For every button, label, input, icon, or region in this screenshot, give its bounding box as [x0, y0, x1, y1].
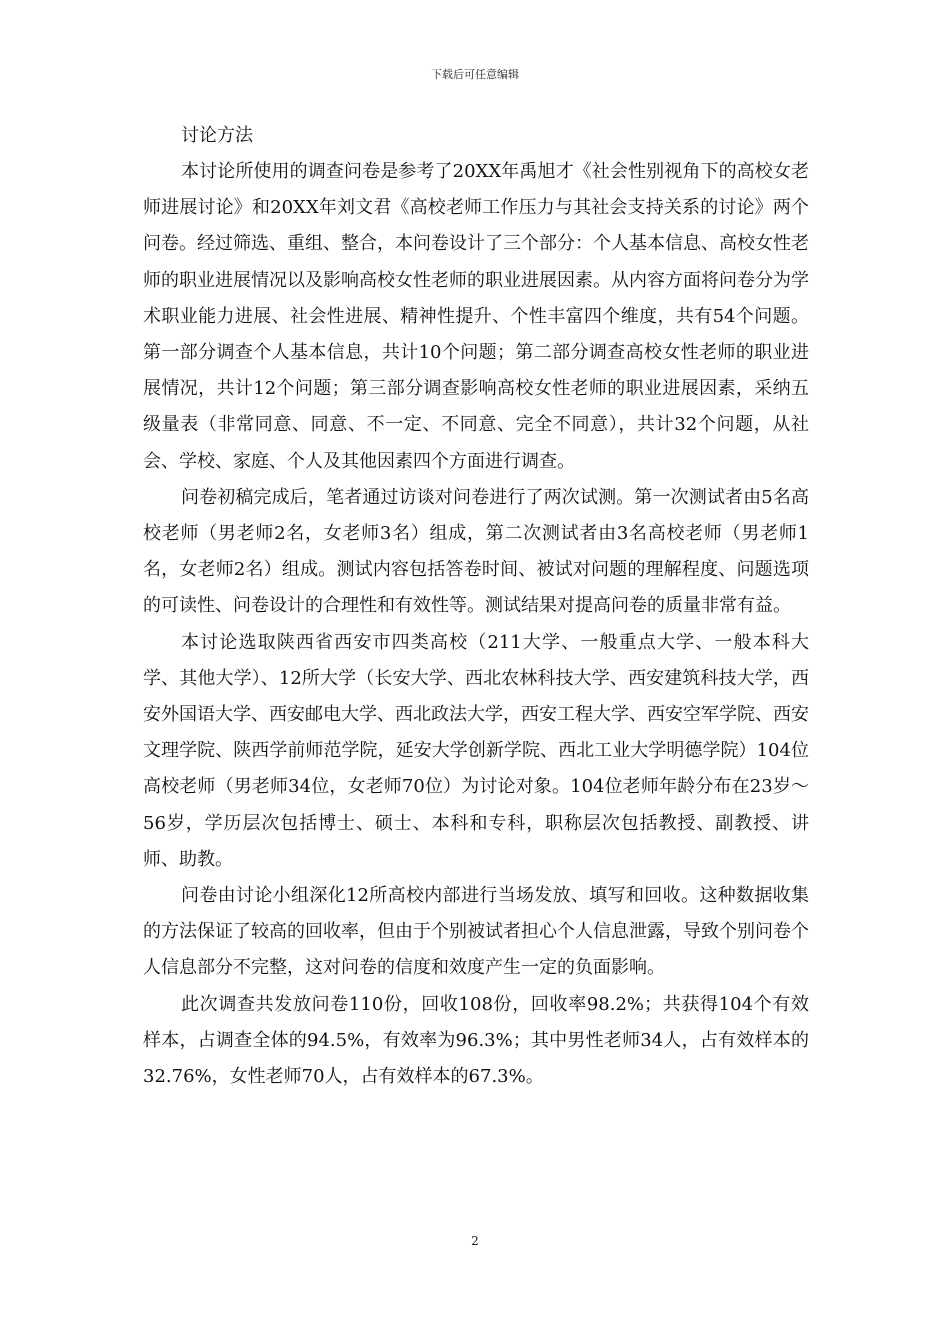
section-title: 讨论方法	[181, 125, 253, 146]
page-number: 2	[471, 1234, 479, 1248]
paragraph-response-stats: 此次调查共发放问卷110份，回收108份，回收率98.2%；共获得104个有效样本，占调查全体的94.5%，有效率为96.3%；其中男性老师34人，占有效样本的32.76%，女性老师70人，占有效样本的67.3%。	[143, 993, 809, 1088]
paragraph-questionnaire-design: 本讨论所使用的调查问卷是参考了20XX年禹旭才《社会性别视角下的高校女老师进展讨论》和20XX年刘文君《高校老师工作压力与其社会支持关系的讨论》两个问卷。经过筛选、重组、整合，本问卷设计了三个部分：个人基本信息、高校女性老师的职业进展情况以及影响高校女性老师的职业进展因素。从内容方面将问卷分为学术职业能力进展、社会性进展、精神性提升、个性丰富四个维度，共有54个问题。第一部分调查个人基本信息，共计10个问题；第二部分调查高校女性老师的职业进展情况，共计12个问题；第三部分调查影响高校女性老师的职业进展因素，采纳五级量表（非常同意、同意、不一定、不同意、完全不同意），共计32个问题，从社会、学校、家庭、个人及其他因素四个方面进行调查。	[143, 161, 809, 472]
document-body	[143, 118, 809, 1095]
paragraph-sample-selection: 本讨论选取陕西省西安市四类高校（211大学、一般重点大学、一般本科大学、其他大学）、12所大学（长安大学、西北农林科技大学、西安建筑科技大学，西安外国语大学、西安邮电大学、西北政法大学，西安工程大学、西安空军学院、西安文理学院、陕西学前师范学院，延安大学创新学院、西北工业大学明德学院）104位高校老师（男老师34位，女老师70位）为讨论对象。104位老师年龄分布在23岁～56岁，学历层次包括博士、硕士、本科和专科，职称层次包括教授、副教授、讲师、助教。	[143, 631, 809, 870]
paragraph-pilot-test: 问卷初稿完成后，笔者通过访谈对问卷进行了两次试测。第一次测试者由5名高校老师（男老师2名，女老师3名）组成，第二次测试者由3名高校老师（男老师1名，女老师2名）组成。测试内容包括答卷时间、被试对问题的理解程度、问题选项的可读性、问卷设计的合理性和有效性等。测试结果对提高问卷的质量非常有益。	[143, 486, 809, 617]
paragraph-distribution: 问卷由讨论小组深化12所高校内部进行当场发放、填写和回收。这种数据收集的方法保证了较高的回收率，但由于个别被试者担心个人信息泄露，导致个别问卷个人信息部分不完整，这对问卷的信度和效度产生一定的负面影响。	[143, 885, 809, 979]
page-header: 下载后可任意编辑	[431, 68, 519, 81]
